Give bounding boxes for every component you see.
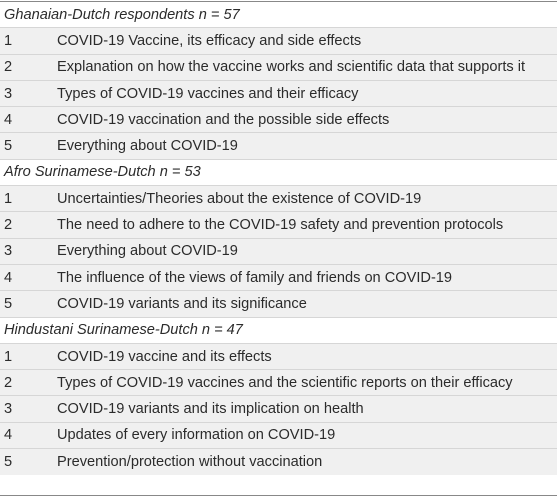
table-row (0, 133, 557, 159)
item-text: COVID-19 variants and its implication on health (57, 401, 364, 418)
item-number: 3 (4, 243, 13, 260)
item-number: 3 (4, 401, 13, 418)
item-text: Uncertainties/Theories about the existence of COVID-19 (57, 190, 422, 207)
item-number: 1 (4, 32, 13, 49)
table-row (0, 344, 557, 370)
table-row (0, 370, 557, 396)
table-row (0, 449, 557, 475)
group-title: Hindustani Surinamese-Dutch n = 47 (4, 322, 243, 339)
group-title: Ghanaian-Dutch respondents n = 57 (4, 6, 240, 23)
item-text: The influence of the views of family and friends on COVID-19 (57, 269, 453, 286)
item-text: Everything about COVID-19 (57, 138, 238, 155)
group-header-row (0, 160, 557, 186)
item-number: 5 (4, 295, 13, 312)
item-number: 2 (4, 374, 13, 391)
item-text: Types of COVID-19 vaccines and their efficacy (57, 85, 359, 102)
table-row (0, 107, 557, 133)
item-number: 4 (4, 427, 13, 444)
item-number: 1 (4, 190, 13, 207)
item-text: Updates of every information on COVID-19 (57, 427, 336, 444)
item-text: COVID-19 Vaccine, its efficacy and side effects (57, 32, 362, 49)
table-row (0, 186, 557, 212)
item-number: 2 (4, 217, 13, 234)
item-number: 4 (4, 111, 13, 128)
item-number: 3 (4, 85, 13, 102)
item-text: The need to adhere to the COVID-19 safety and prevention protocols (57, 217, 504, 234)
table-row (0, 423, 557, 449)
group-header-row (0, 2, 557, 28)
group-header-row (0, 318, 557, 344)
topics-table (0, 1, 557, 496)
table-row (0, 265, 557, 291)
table-row (0, 212, 557, 238)
table-row (0, 28, 557, 54)
table-row (0, 396, 557, 422)
table-row (0, 239, 557, 265)
item-number: 5 (4, 138, 13, 155)
item-text: COVID-19 vaccination and the possible side effects (57, 111, 390, 128)
item-number: 1 (4, 348, 13, 365)
item-text: Prevention/protection without vaccination (57, 454, 323, 471)
item-text: Types of COVID-19 vaccines and the scientific reports on their efficacy (57, 374, 513, 391)
item-number: 5 (4, 454, 13, 471)
group-title: Afro Surinamese-Dutch n = 53 (4, 164, 201, 181)
table-row (0, 291, 557, 317)
item-text: COVID-19 variants and its significance (57, 295, 307, 312)
item-text: Explanation on how the vaccine works and scientific data that supports it (57, 59, 526, 76)
item-number: 2 (4, 59, 13, 76)
table-row (0, 81, 557, 107)
item-number: 4 (4, 269, 13, 286)
item-text: COVID-19 vaccine and its effects (57, 348, 272, 365)
table-row (0, 55, 557, 81)
item-text: Everything about COVID-19 (57, 243, 238, 260)
